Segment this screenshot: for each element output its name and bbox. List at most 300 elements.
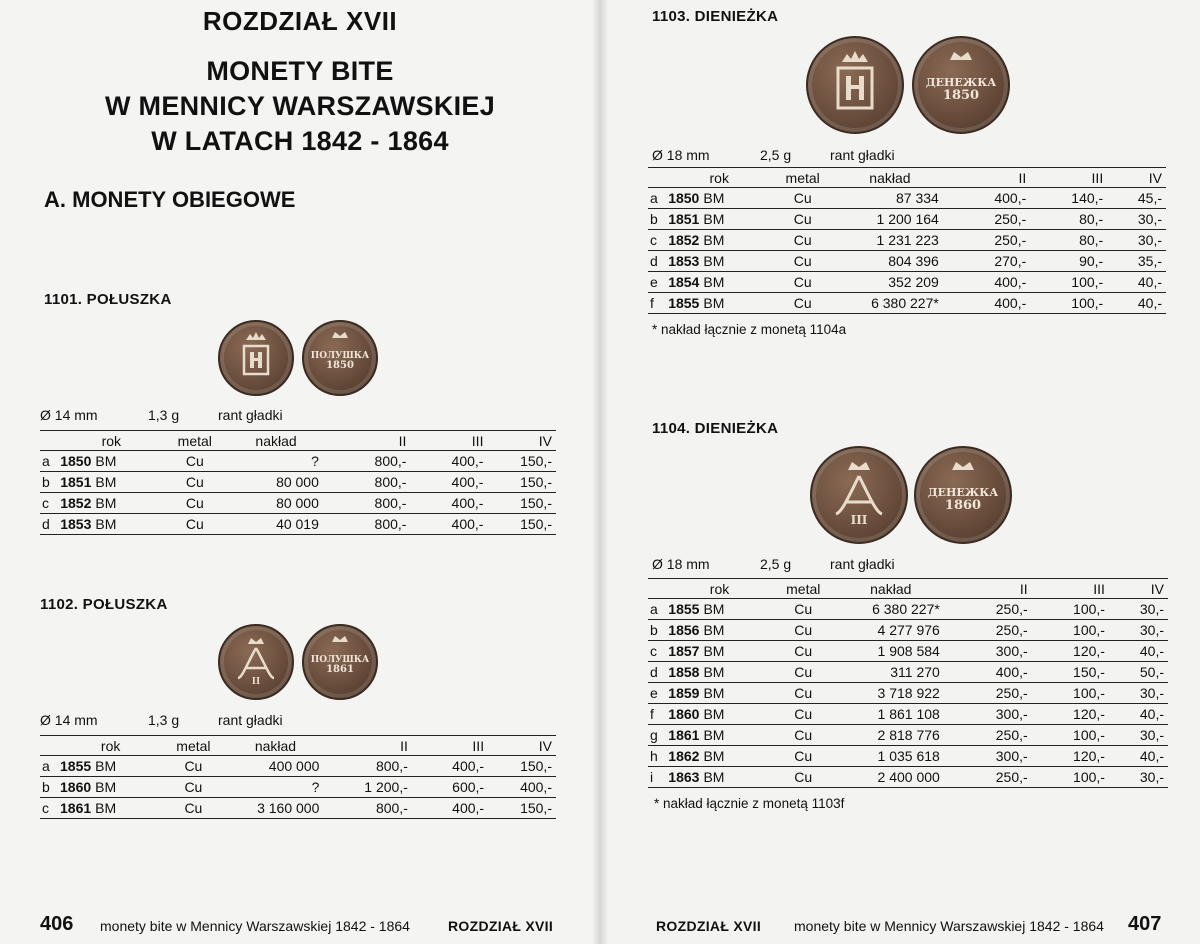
naklad-cell: 352 209: [835, 272, 945, 293]
year-value: 1861: [60, 800, 92, 816]
col-grade-iv-header: IV: [1109, 579, 1168, 599]
price-grade-ii: 1 200,-: [325, 777, 411, 798]
price-grade-iii: 100,-: [1030, 293, 1107, 314]
year-value: 1856: [668, 622, 700, 638]
price-grade-ii: 400,-: [945, 272, 1030, 293]
year-value: 1853: [60, 516, 92, 532]
chapter-heading: ROZDZIAŁ XVII: [202, 6, 398, 36]
variant-letter: a: [648, 188, 668, 209]
table-row: [648, 683, 1168, 704]
year-cell: [60, 451, 162, 472]
col-naklad-header: nakład: [227, 431, 325, 451]
metal-cell: Cu: [770, 293, 835, 314]
naklad-cell: 1 908 584: [836, 641, 946, 662]
metal-cell: Cu: [162, 472, 227, 493]
price-grade-iii: 400,-: [410, 493, 487, 514]
year-cell: [668, 272, 770, 293]
naklad-cell: 6 380 227*: [835, 293, 945, 314]
variant-letter: h: [648, 746, 668, 767]
price-grade-ii: 800,-: [325, 756, 411, 777]
year-value: 1857: [668, 643, 700, 659]
price-grade-iii: 400,-: [410, 451, 487, 472]
year-cell: [668, 641, 770, 662]
year-value: 1859: [668, 685, 700, 701]
naklad-cell: ?: [226, 777, 326, 798]
price-grade-iv: 150,-: [487, 493, 556, 514]
year-cell: [668, 293, 770, 314]
price-grade-iv: 150,-: [488, 798, 556, 819]
variant-letter: b: [40, 472, 60, 493]
table-row: [648, 620, 1168, 641]
price-grade-iii: 100,-: [1030, 272, 1107, 293]
mint-mark: BM: [95, 474, 117, 490]
metal-cell: Cu: [161, 756, 225, 777]
catalog-table-1102: [40, 735, 556, 819]
price-grade-iv: 30,-: [1109, 767, 1168, 788]
price-grade-iii: 100,-: [1032, 767, 1109, 788]
naklad-cell: 311 270: [836, 662, 946, 683]
naklad-cell: 400 000: [226, 756, 326, 777]
table-row: [648, 293, 1166, 314]
year-cell: [60, 798, 161, 819]
variant-letter: d: [648, 662, 668, 683]
variant-letter: i: [648, 767, 668, 788]
weight: 2,5 g: [760, 556, 792, 572]
coin-specs: [652, 147, 952, 165]
mint-mark: BM: [95, 516, 117, 532]
table-row: [648, 230, 1166, 251]
coin-legend: ПОЛУШКА: [310, 351, 370, 362]
year-value: 1852: [668, 232, 700, 248]
naklad-cell: 80 000: [227, 493, 325, 514]
metal-cell: Cu: [771, 599, 836, 620]
diameter: Ø 18 mm: [652, 147, 710, 163]
col-grade-ii-header: II: [946, 579, 1032, 599]
catalog-title-1104: 1104. DIENIEŻKA: [652, 420, 779, 437]
page-number: 406: [40, 913, 74, 935]
metal-cell: Cu: [162, 493, 227, 514]
col-year-header: rok: [668, 579, 770, 599]
col-grade-iv-header: IV: [487, 431, 556, 451]
price-grade-iii: 100,-: [1032, 683, 1109, 704]
coin-legend: ДЕНЕЖКА: [925, 76, 997, 90]
catalog-title-1101: 1101. POŁUSZKA: [44, 291, 172, 308]
year-cell: [668, 188, 770, 209]
variant-letter: b: [648, 209, 668, 230]
col-letter-header: [648, 579, 668, 599]
metal-cell: Cu: [162, 451, 227, 472]
variant-letter: f: [648, 293, 668, 314]
catalog-table-1104: [648, 578, 1168, 788]
price-grade-iv: 150,-: [487, 514, 556, 535]
price-grade-iv: 30,-: [1109, 620, 1168, 641]
coin-legend: ПОЛУШКА: [310, 655, 370, 666]
metal-cell: Cu: [770, 188, 835, 209]
mint-mark: BM: [703, 685, 725, 701]
price-grade-iv: 40,-: [1109, 641, 1168, 662]
mint-mark: BM: [95, 779, 117, 795]
table-row: [40, 514, 556, 535]
metal-cell: Cu: [771, 641, 836, 662]
metal-cell: Cu: [770, 209, 835, 230]
coin-specs: [40, 712, 340, 730]
coin-year: 1850: [942, 87, 980, 103]
price-grade-iv: 30,-: [1109, 599, 1168, 620]
naklad-cell: 1 035 618: [836, 746, 946, 767]
price-grade-iv: 40,-: [1109, 704, 1168, 725]
price-grade-iii: 100,-: [1032, 725, 1109, 746]
price-grade-iii: 400,-: [410, 472, 487, 493]
price-grade-ii: 800,-: [325, 493, 411, 514]
mint-mark: BM: [703, 601, 725, 617]
year-cell: [60, 777, 161, 798]
naklad-cell: 40 019: [227, 514, 325, 535]
variant-letter: e: [648, 683, 668, 704]
mint-mark: BM: [95, 758, 117, 774]
right-page: [600, 0, 1200, 944]
year-value: 1854: [668, 274, 700, 290]
coin-obverse-image: [218, 624, 294, 700]
table-row: [648, 272, 1166, 293]
col-metal-header: metal: [771, 579, 836, 599]
catalog-table-1103: [648, 167, 1166, 314]
svg-text:II: II: [251, 677, 261, 687]
price-grade-iii: 80,-: [1030, 230, 1107, 251]
edge: rant gładki: [218, 712, 283, 728]
price-grade-iv: 30,-: [1107, 209, 1166, 230]
diameter: Ø 18 mm: [652, 556, 710, 572]
year-cell: [60, 472, 162, 493]
year-cell: [668, 209, 770, 230]
price-grade-iii: 80,-: [1030, 209, 1107, 230]
metal-cell: Cu: [161, 798, 225, 819]
coin-reverse-image: [912, 36, 1010, 134]
year-value: 1851: [60, 474, 92, 490]
metal-cell: Cu: [771, 725, 836, 746]
table-row: [648, 725, 1168, 746]
table-row: [648, 767, 1168, 788]
mint-mark: BM: [703, 253, 725, 269]
price-grade-iii: 400,-: [412, 756, 488, 777]
edge: rant gładki: [830, 556, 895, 572]
col-naklad-header: nakład: [226, 736, 326, 756]
price-grade-ii: 800,-: [325, 451, 411, 472]
price-grade-ii: 800,-: [325, 514, 411, 535]
price-grade-iii: 120,-: [1032, 746, 1109, 767]
year-cell: [60, 756, 161, 777]
mint-mark: BM: [703, 211, 725, 227]
table-row: [648, 251, 1166, 272]
col-year-header: rok: [668, 168, 770, 188]
col-grade-iii-header: III: [412, 736, 488, 756]
mint-mark: BM: [95, 495, 117, 511]
col-grade-iii-header: III: [410, 431, 487, 451]
variant-letter: a: [648, 599, 668, 620]
price-grade-ii: 400,-: [945, 293, 1030, 314]
svg-text:III: III: [850, 513, 868, 527]
title-line-2: W MENNICY WARSZAWSKIEJ: [104, 91, 496, 121]
coin-obverse-image: [218, 320, 294, 396]
table-row: [648, 641, 1168, 662]
col-letter-header: [40, 736, 60, 756]
table-row: [648, 599, 1168, 620]
title-line-3: W LATACH 1842 - 1864: [151, 126, 449, 156]
price-grade-iv: 30,-: [1107, 230, 1166, 251]
year-value: 1861: [668, 727, 700, 743]
title-line-1: MONETY BITE: [206, 56, 394, 86]
coin-reverse-image: [302, 320, 378, 396]
price-grade-iii: 150,-: [1032, 662, 1109, 683]
col-grade-iii-header: III: [1032, 579, 1109, 599]
col-year-header: rok: [60, 431, 162, 451]
variant-letter: d: [40, 514, 60, 535]
price-grade-iv: 150,-: [488, 756, 556, 777]
price-grade-ii: 250,-: [946, 767, 1032, 788]
col-grade-ii-header: II: [325, 736, 411, 756]
weight: 1,3 g: [148, 407, 180, 423]
price-grade-ii: 800,-: [325, 798, 411, 819]
variant-letter: a: [40, 451, 60, 472]
mint-mark: BM: [703, 190, 725, 206]
mint-mark: BM: [703, 664, 725, 680]
metal-cell: Cu: [161, 777, 225, 798]
table-row: [648, 746, 1168, 767]
metal-cell: Cu: [771, 620, 836, 641]
mint-mark: BM: [703, 232, 725, 248]
mint-mark: BM: [703, 706, 725, 722]
table-row: [40, 472, 556, 493]
price-grade-ii: 300,-: [946, 704, 1032, 725]
section-heading: A. MONETY OBIEGOWE: [44, 187, 296, 212]
year-value: 1855: [668, 601, 700, 617]
year-value: 1850: [668, 190, 700, 206]
naklad-cell: 1 231 223: [835, 230, 945, 251]
table-row: [40, 451, 556, 472]
mint-mark: BM: [703, 769, 725, 785]
edge: rant gładki: [830, 147, 895, 163]
price-grade-ii: 250,-: [946, 599, 1032, 620]
mint-mark: BM: [703, 727, 725, 743]
price-grade-iii: 600,-: [412, 777, 488, 798]
catalog-title-1102: 1102. POŁUSZKA: [40, 596, 168, 613]
col-metal-header: metal: [770, 168, 835, 188]
variant-letter: c: [40, 493, 60, 514]
price-grade-iv: 150,-: [487, 451, 556, 472]
year-cell: [668, 746, 770, 767]
price-grade-iii: 400,-: [412, 798, 488, 819]
year-value: 1853: [668, 253, 700, 269]
variant-letter: b: [648, 620, 668, 641]
variant-letter: c: [648, 641, 668, 662]
col-grade-ii-header: II: [945, 168, 1030, 188]
variant-letter: b: [40, 777, 60, 798]
footer-chapter: ROZDZIAŁ XVII: [448, 918, 554, 934]
table-row: [40, 798, 556, 819]
metal-cell: Cu: [771, 746, 836, 767]
price-grade-iv: 40,-: [1107, 272, 1166, 293]
year-cell: [60, 514, 162, 535]
naklad-cell: 2 400 000: [836, 767, 946, 788]
coin-specs: [652, 556, 952, 574]
metal-cell: Cu: [770, 230, 835, 251]
table-row: [40, 756, 556, 777]
naklad-cell: 3 160 000: [226, 798, 326, 819]
naklad-cell: 3 718 922: [836, 683, 946, 704]
col-letter-header: [40, 431, 60, 451]
price-grade-iv: 35,-: [1107, 251, 1166, 272]
price-grade-iii: 100,-: [1032, 620, 1109, 641]
catalog-table-1101: [40, 430, 556, 535]
price-grade-ii: 250,-: [946, 683, 1032, 704]
price-grade-iv: 30,-: [1109, 725, 1168, 746]
year-value: 1852: [60, 495, 92, 511]
year-value: 1862: [668, 748, 700, 764]
footer-chapter: ROZDZIAŁ XVII: [656, 918, 762, 934]
price-grade-iii: 120,-: [1032, 641, 1109, 662]
naklad-cell: 2 818 776: [836, 725, 946, 746]
col-naklad-header: nakład: [835, 168, 945, 188]
mint-mark: BM: [703, 274, 725, 290]
catalog-title-1103: 1103. DIENIEŻKA: [652, 8, 779, 25]
variant-letter: g: [648, 725, 668, 746]
price-grade-iv: 400,-: [488, 777, 556, 798]
metal-cell: Cu: [771, 767, 836, 788]
price-grade-ii: 250,-: [946, 620, 1032, 641]
weight: 1,3 g: [148, 712, 180, 728]
price-grade-iv: 50,-: [1109, 662, 1168, 683]
year-cell: [668, 767, 770, 788]
price-grade-iii: 90,-: [1030, 251, 1107, 272]
edge: rant gładki: [218, 407, 283, 423]
col-letter-header: [648, 168, 668, 188]
naklad-cell: 80 000: [227, 472, 325, 493]
metal-cell: Cu: [770, 272, 835, 293]
price-grade-iii: 100,-: [1032, 599, 1109, 620]
table-row: [648, 704, 1168, 725]
year-cell: [668, 230, 770, 251]
naklad-cell: 6 380 227*: [836, 599, 946, 620]
metal-cell: Cu: [770, 251, 835, 272]
table-row: [648, 209, 1166, 230]
variant-letter: f: [648, 704, 668, 725]
col-metal-header: metal: [162, 431, 227, 451]
price-grade-ii: 300,-: [946, 641, 1032, 662]
table-row: [648, 188, 1166, 209]
year-value: 1858: [668, 664, 700, 680]
naklad-cell: 804 396: [835, 251, 945, 272]
coin-reverse-image: [302, 624, 378, 700]
year-value: 1851: [668, 211, 700, 227]
year-cell: [668, 620, 770, 641]
mint-mark: BM: [95, 800, 117, 816]
naklad-cell: ?: [227, 451, 325, 472]
running-title: monety bite w Mennicy Warszawskiej 1842 - 1864: [794, 918, 1104, 934]
table-row: [648, 662, 1168, 683]
mint-mark: BM: [95, 453, 117, 469]
variant-letter: c: [40, 798, 60, 819]
mint-mark: BM: [703, 748, 725, 764]
page-number: 407: [1128, 913, 1162, 935]
col-grade-ii-header: II: [325, 431, 411, 451]
metal-cell: Cu: [771, 662, 836, 683]
col-grade-iv-header: IV: [1107, 168, 1166, 188]
price-grade-iii: 120,-: [1032, 704, 1109, 725]
naklad-cell: 1 200 164: [835, 209, 945, 230]
year-cell: [668, 662, 770, 683]
table-row: [40, 777, 556, 798]
price-grade-iv: 150,-: [487, 472, 556, 493]
variant-letter: d: [648, 251, 668, 272]
price-grade-ii: 270,-: [945, 251, 1030, 272]
metal-cell: Cu: [771, 704, 836, 725]
table-row: [40, 493, 556, 514]
price-grade-ii: 250,-: [945, 230, 1030, 251]
price-grade-ii: 400,-: [945, 188, 1030, 209]
diameter: Ø 14 mm: [40, 712, 98, 728]
coin-year: 1860: [944, 497, 982, 513]
coin-reverse-image: [914, 446, 1012, 544]
year-cell: [668, 704, 770, 725]
year-cell: [668, 725, 770, 746]
metal-cell: Cu: [771, 683, 836, 704]
price-grade-iv: 40,-: [1107, 293, 1166, 314]
price-grade-iv: 30,-: [1109, 683, 1168, 704]
year-value: 1863: [668, 769, 700, 785]
year-value: 1860: [668, 706, 700, 722]
naklad-cell: 4 277 976: [836, 620, 946, 641]
price-grade-ii: 800,-: [325, 472, 411, 493]
year-cell: [668, 599, 770, 620]
coin-year: 1861: [326, 664, 354, 676]
price-grade-ii: 400,-: [946, 662, 1032, 683]
col-grade-iii-header: III: [1030, 168, 1107, 188]
col-naklad-header: nakład: [836, 579, 946, 599]
price-grade-ii: 300,-: [946, 746, 1032, 767]
price-grade-iv: 40,-: [1109, 746, 1168, 767]
variant-letter: c: [648, 230, 668, 251]
diameter: Ø 14 mm: [40, 407, 98, 423]
price-grade-ii: 250,-: [946, 725, 1032, 746]
coin-legend: ДЕНЕЖКА: [927, 486, 999, 500]
coin-year: 1850: [326, 360, 354, 372]
year-cell: [668, 683, 770, 704]
footnote: * nakład łącznie z monetą 1104a: [652, 322, 847, 337]
naklad-cell: 87 334: [835, 188, 945, 209]
price-grade-ii: 250,-: [945, 209, 1030, 230]
coin-specs: [40, 407, 340, 425]
price-grade-iii: 400,-: [410, 514, 487, 535]
naklad-cell: 1 861 108: [836, 704, 946, 725]
weight: 2,5 g: [760, 147, 792, 163]
year-value: 1855: [60, 758, 92, 774]
price-grade-iv: 45,-: [1107, 188, 1166, 209]
year-value: 1855: [668, 295, 700, 311]
year-cell: [60, 493, 162, 514]
variant-letter: a: [40, 756, 60, 777]
col-year-header: rok: [60, 736, 161, 756]
coin-obverse-image: [806, 36, 904, 134]
mint-mark: BM: [703, 295, 725, 311]
footnote: * nakład łącznie z monetą 1103f: [654, 796, 845, 811]
col-metal-header: metal: [161, 736, 225, 756]
mint-mark: BM: [703, 643, 725, 659]
variant-letter: e: [648, 272, 668, 293]
price-grade-iii: 140,-: [1030, 188, 1107, 209]
year-cell: [668, 251, 770, 272]
metal-cell: Cu: [162, 514, 227, 535]
mint-mark: BM: [703, 622, 725, 638]
col-grade-iv-header: IV: [488, 736, 556, 756]
